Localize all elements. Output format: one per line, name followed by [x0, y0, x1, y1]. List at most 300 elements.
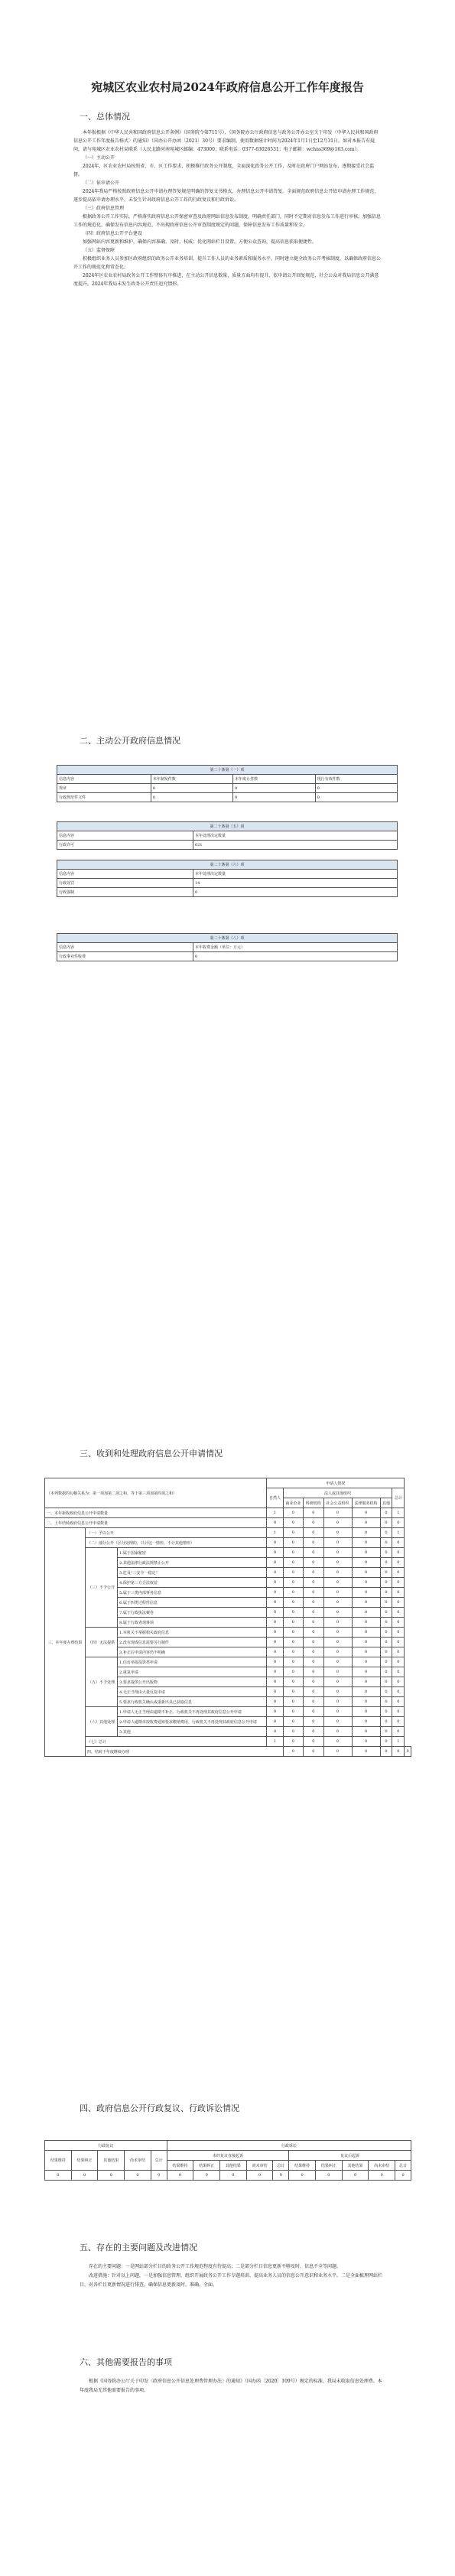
cell: 科研机构	[304, 1498, 323, 1508]
cell: 0	[323, 1548, 352, 1558]
cell: 0	[323, 1618, 352, 1628]
cell: 0	[380, 1697, 392, 1707]
cell: 0	[45, 2171, 72, 2181]
paragraph: （四）政府信息公开平台建设	[83, 231, 143, 236]
cell: 3.危及“三安全一稳定”	[118, 1568, 267, 1578]
cell: 0	[267, 1568, 283, 1578]
cell: 0	[323, 1628, 352, 1638]
cell: 社会公益组织	[323, 1498, 352, 1508]
cell: 621	[193, 841, 398, 850]
table-row	[45, 1508, 411, 1518]
cell: 3.补正后申请内容仍不明确	[118, 1647, 267, 1657]
col-header: 本年废止件数	[233, 775, 315, 784]
paragraph: 本年报根据《中华人民共和国政府信息公开条例》（国务院令第711号）、《国务院办公厅政府信息与政务公开办公室关于印发〈中华人民共和国政府信息公开工作年度报告格式〉的通知》（国办公开办函〔2021〕30号）要求编制。使用数据统计时间为2024年1月1日至12月31日。如对本报告有疑问，请与宛城区农业农村局联系（人民北路河南宛城区邮编：473000；联系电话：0377-63026531；电子邮箱：wchns369@163.com）。	[73, 130, 379, 152]
col-header: 本年处理决定数量	[193, 870, 398, 879]
cell: 0	[283, 1657, 303, 1667]
cell: 0	[304, 1578, 323, 1588]
cell: 0	[267, 1697, 283, 1707]
col-header: 本年处理决定数量	[193, 831, 398, 841]
cell: 7.属于行政执法案卷	[118, 1608, 267, 1618]
paragraph: 2024年，区农业农村局按照省、市、区工作要求，积极推行政务公开制度，全面深化政务公开工作，及时在政府门户网站发布，逐期接受社会监督。	[73, 164, 375, 177]
cell: 0	[380, 1538, 392, 1548]
cell: 0	[392, 1608, 405, 1618]
cell: 0	[352, 1538, 380, 1548]
cell: 行政事业性收费	[57, 952, 193, 961]
cell: 0	[304, 1647, 323, 1657]
table-row	[45, 1538, 411, 1548]
cell: 0	[323, 1667, 352, 1677]
cell: 0	[267, 1548, 283, 1558]
paragraph: 根据政务公开工作实际，严格落实政府信息公开保密审查及政府网站信息发布制度，明确责任部门，同时不定期对信息发布工作进行审核，加强信息工作的规范化，确保发布信息内容规范、不出现政府信息公开审查制度规定的问题，保障信息发布工作质量和安全。	[73, 214, 382, 228]
cell: 0	[323, 1697, 352, 1707]
col-header: 信息内容	[57, 870, 193, 879]
cell: 0	[323, 1727, 352, 1737]
cell: 结果纠正	[193, 2161, 220, 2171]
cell: 8.属于行政查询事项	[118, 1618, 267, 1628]
cell: 1.本机关不掌握相关政府信息	[118, 1628, 267, 1638]
cell: 0	[392, 1538, 405, 1548]
cell: 0	[352, 1747, 380, 1757]
section-5-heading: 五、存在的主要问题及改进情况	[80, 2243, 197, 2252]
col-header: 现行有效件数	[315, 775, 397, 784]
cell: 0	[392, 1647, 405, 1657]
cell: 行政处罚	[57, 879, 193, 888]
cell: 0	[283, 1578, 303, 1588]
cell: 0	[193, 888, 398, 897]
cell: 0	[392, 1518, 405, 1528]
table-row	[45, 1657, 411, 1667]
cell: 1.申请人无正当理由逾期不补正、行政机关不再处理其政府信息公开申请	[118, 1707, 267, 1717]
cell: 0	[267, 1518, 283, 1528]
cell: 0	[392, 1657, 405, 1667]
cell: 0	[380, 1528, 392, 1538]
cell: 0	[283, 1687, 303, 1697]
cell: 0	[283, 1608, 303, 1618]
cell: 总计	[392, 1488, 405, 1508]
cell: 0	[323, 1647, 352, 1657]
cell: 1	[392, 1528, 405, 1538]
cell: 0	[352, 1598, 380, 1608]
section-1-heading: 一、总体情况	[80, 112, 130, 122]
cell: 0	[392, 1717, 405, 1727]
cell: 0	[283, 1677, 303, 1687]
cell: （本列数据的勾稽关系为：第一项加第二项之和，等于第三项加第四项之和）	[45, 1478, 267, 1508]
cell: 0	[304, 1657, 323, 1667]
cell: 0	[267, 1687, 283, 1697]
cell: 0	[151, 784, 232, 793]
cell: 0	[283, 1548, 303, 1558]
cell: 0	[380, 1598, 392, 1608]
cell: 未经复议直接起诉	[167, 2151, 289, 2161]
cell: 0	[380, 1548, 392, 1558]
cell: 2.申请人逾期未按收费通知要求缴纳费用、行政机关不再处理其政府信息公开申请	[118, 1717, 267, 1727]
cell: 其他	[380, 1498, 392, 1508]
cell: 0	[267, 1647, 283, 1657]
cell: 0	[352, 1568, 380, 1578]
cell: 0	[352, 1528, 380, 1538]
cell: 0	[304, 1508, 323, 1518]
cell: 0	[304, 1747, 323, 1757]
cell: 0	[323, 1687, 352, 1697]
cell: 0	[392, 1677, 405, 1687]
cell: 0	[323, 1677, 352, 1687]
cell: 0	[283, 1538, 303, 1548]
cell: 0	[352, 1707, 380, 1717]
cell: 1	[267, 1737, 283, 1747]
table-clause-5	[57, 821, 398, 850]
cell: 0	[380, 1558, 392, 1568]
cell: 0	[352, 1647, 380, 1657]
cell: 0	[380, 1667, 392, 1677]
cell: 0	[283, 1598, 303, 1608]
cell: 0	[304, 1538, 323, 1548]
cell: 0	[380, 1638, 392, 1647]
cell: 0	[283, 1667, 303, 1677]
cell: 0	[323, 1747, 352, 1757]
paragraph: 根据《国务院办公厅关于印发〈政府信息公开信息处理费管理办法〉的通知》（国办函〔2020〕109号）规定的标准，我局未收取信息处理费。本年度我局无其他需要报告的事项。	[80, 2379, 382, 2393]
cell: 0	[323, 1737, 352, 1747]
cell: 0	[392, 1727, 405, 1737]
cell: 0	[380, 1747, 392, 1757]
band-label: 第二十条第（六）项	[57, 860, 398, 870]
cell: 法律服务机构	[352, 1498, 380, 1508]
page-title: 宛城区农业农村局2024年政府信息公开工作年度报告	[91, 80, 364, 94]
cell: 0	[380, 1628, 392, 1638]
cell: 0	[323, 1588, 352, 1598]
table-clause-8	[57, 933, 398, 961]
cell: 0	[233, 793, 315, 802]
cell: （四）无法提供	[85, 1628, 117, 1657]
cell: 3.要求提供公开出版物	[118, 1677, 267, 1687]
cell: 0	[352, 1737, 380, 1747]
cell: 5.属于三类内部事务信息	[118, 1588, 267, 1598]
paragraph: 积极组织业务人员参加区政府组织的政务公开业务培训，提升工作人员的业务素质和服务水平。同时建立健全政务公开考核制度，以确保政府信息公开工作的规范化和常态化。	[73, 256, 382, 270]
cell: 行政强制	[57, 888, 193, 897]
cell: 0	[304, 1677, 323, 1687]
band-label: 第二十条第（八）项	[57, 934, 398, 943]
cell: 0	[304, 1518, 323, 1528]
cell: 0	[392, 1558, 405, 1568]
cell: 0	[323, 1538, 352, 1548]
cell: 3.其他	[118, 1727, 267, 1737]
cell: 1.属于国家秘密	[118, 1548, 267, 1558]
cell: 1.信访举报投诉类申请	[118, 1657, 267, 1667]
cell: 0	[352, 1588, 380, 1598]
cell: 0	[167, 2171, 193, 2181]
cell: 0	[267, 1707, 283, 1717]
cell: 0	[283, 1588, 303, 1598]
cell: 0	[304, 1568, 323, 1578]
cell: 0	[380, 1737, 392, 1747]
cell: 0	[304, 1548, 323, 1558]
cell: 0	[323, 1598, 352, 1608]
cell: 0	[380, 1647, 392, 1657]
cell: 0	[380, 1608, 392, 1618]
cell: 行政许可	[57, 841, 193, 850]
cell: 0	[289, 2171, 316, 2181]
cell: 0	[352, 1657, 380, 1667]
cell: 0	[283, 1508, 303, 1518]
cell: 0	[323, 1608, 352, 1618]
cell: 0	[304, 1588, 323, 1598]
cell: 0	[267, 1657, 283, 1667]
cell: 0	[392, 1747, 405, 1757]
cell: 0	[304, 1707, 323, 1717]
cell: 其他结果	[220, 2161, 247, 2171]
cell: 行政规范性文件	[57, 793, 151, 802]
cell: 2.其他法律行政法规禁止公开	[118, 1558, 267, 1568]
col-header: 本年制发件数	[151, 775, 232, 784]
table-row	[45, 1628, 411, 1638]
cell: 0	[392, 1628, 405, 1638]
cell: 0	[267, 1667, 283, 1677]
cell: 0	[267, 1598, 283, 1608]
cell: 0	[392, 1578, 405, 1588]
paragraph: （一）主动公开	[83, 155, 115, 161]
cell: 四、结转下年度继续办理	[85, 1747, 283, 1757]
cell: 0	[283, 1628, 303, 1638]
cell: 0	[380, 1687, 392, 1697]
cell: 1	[267, 1528, 283, 1538]
cell: 0	[380, 1717, 392, 1727]
cell: 0	[304, 1737, 323, 1747]
cell: 1	[392, 1508, 405, 1518]
cell: 行政复议	[45, 2141, 167, 2151]
cell: 0	[392, 1687, 405, 1697]
table-row	[45, 1548, 411, 1558]
cell: 0	[125, 2171, 151, 2181]
cell: 总计	[273, 2161, 289, 2171]
cell: 0	[283, 1697, 303, 1707]
cell: 0	[283, 1518, 303, 1528]
cell: 0	[392, 1667, 405, 1677]
cell: （二）部分公开（区分处理的，只计这一情形，不计其他情形）	[85, 1538, 267, 1548]
cell: 0	[315, 793, 397, 802]
cell: 0	[352, 1667, 380, 1677]
cell: 0	[283, 1747, 303, 1757]
cell: 申请人情况	[267, 1478, 405, 1488]
review-litigation-table	[44, 2140, 411, 2181]
cell: 0	[267, 1717, 283, 1727]
cell: 0	[151, 2171, 167, 2181]
cell: 0	[352, 1558, 380, 1568]
cell: 0	[315, 784, 397, 793]
cell: 0	[380, 1518, 392, 1528]
cell: 0	[352, 1618, 380, 1628]
cell: 0	[395, 2171, 411, 2181]
cell: 0	[380, 1677, 392, 1687]
cell: 0	[267, 1608, 283, 1618]
cell: 0	[352, 1717, 380, 1727]
cell: 0	[304, 1598, 323, 1608]
cell: （一）予以公开	[85, 1528, 267, 1538]
col-header: 信息内容	[57, 775, 151, 784]
cell: 0	[352, 1697, 380, 1707]
cell: 0	[342, 2171, 369, 2181]
cell: 0	[304, 1667, 323, 1677]
section-1-body	[73, 128, 382, 288]
cell: 0	[352, 1608, 380, 1618]
cell: 一、本年新收政府信息公开申请数量	[45, 1508, 267, 1518]
cell: 14	[193, 879, 398, 888]
cell: 0	[304, 1618, 323, 1628]
cell: 0	[193, 952, 398, 961]
cell: 0	[267, 1588, 283, 1598]
cell: 0	[267, 1727, 283, 1737]
cell: （五）不予处理	[85, 1657, 117, 1707]
cell: 0	[304, 1608, 323, 1618]
cell: 结果维持	[167, 2161, 193, 2171]
cell: 复议后起诉	[289, 2151, 411, 2161]
cell: 0	[352, 1687, 380, 1697]
cell: 结果维持	[45, 2151, 72, 2171]
cell: 其他结果	[98, 2151, 125, 2171]
cell: 行政诉讼	[167, 2141, 411, 2151]
cell: 0	[304, 1558, 323, 1568]
cell: 0	[392, 1598, 405, 1608]
cell: 0	[267, 1578, 283, 1588]
cell: 0	[193, 2171, 220, 2181]
section-3-heading: 三、收到和处理政府信息公开申请情况	[80, 1449, 223, 1459]
table-clause-1	[57, 765, 398, 802]
cell: （六）其他处理	[85, 1707, 117, 1737]
cell: 0	[267, 1558, 283, 1568]
table-row	[45, 1707, 411, 1717]
cell: 0	[323, 1657, 352, 1667]
cell: 0	[267, 1638, 283, 1647]
cell: 0	[283, 1717, 303, 1727]
cell: 1	[267, 1508, 283, 1518]
cell: 0	[323, 1638, 352, 1647]
cell: 结果维持	[289, 2161, 316, 2171]
cell: 0	[380, 1707, 392, 1717]
band-label: 第二十条第（一）项	[57, 766, 398, 775]
cell: 0	[267, 1628, 283, 1638]
cell: 0	[392, 1568, 405, 1578]
cell: 0	[380, 1508, 392, 1518]
cell: 0	[283, 1647, 303, 1657]
cell: 0	[283, 1568, 303, 1578]
cell: 0	[352, 1508, 380, 1518]
cell: 0	[392, 1588, 405, 1598]
cell: 0	[392, 1697, 405, 1707]
cell: 0	[304, 1687, 323, 1697]
cell: 0	[283, 1737, 303, 1747]
table-row	[45, 1518, 411, 1528]
cell: 总计	[151, 2151, 167, 2171]
table-clause-6	[57, 860, 398, 897]
cell: 0	[380, 1657, 392, 1667]
cell: 0	[352, 1578, 380, 1588]
cell: 商业企业	[283, 1498, 303, 1508]
paragraph: （二）依申请公开	[83, 181, 120, 186]
application-table	[44, 1478, 411, 1757]
cell: 0	[352, 1727, 380, 1737]
table-row	[45, 1737, 411, 1747]
paragraph: 2024年区农业农村局政务公开工作整体有序推进，在主动公开信息数量、质量方面均有提升，依申请公开回复规范，社会公众对我局信息公开满意度提升，2024年我局未发生政务公开责任追究情形。	[73, 273, 379, 287]
cell: 0	[304, 1628, 323, 1638]
cell: 0	[352, 1548, 380, 1558]
cell: 0	[352, 1638, 380, 1647]
cell: 0	[304, 1638, 323, 1647]
cell: 总计	[395, 2161, 411, 2171]
band-label: 第二十条第（五）项	[57, 822, 398, 831]
table-row	[45, 1747, 411, 1757]
cell: 尚未审结	[369, 2161, 395, 2171]
cell: 0	[323, 1518, 352, 1528]
cell: 0	[323, 1528, 352, 1538]
cell: 0	[392, 1548, 405, 1558]
paragraph: （三）政府信息管理	[83, 206, 125, 211]
cell: 规章	[57, 784, 151, 793]
paragraph: 2024年我局严格按照政府信息公开申请办理答复规范明确的答复文书格式，办理信息公开申请答复。全面规范政府信息公开依申请办理工作规范，逐步提高依申请办理水平，未发生针对政府信息公开工作的行政复议和行政诉讼。	[73, 189, 379, 203]
cell: 0	[233, 784, 315, 793]
cell: 0	[267, 1677, 283, 1687]
cell: 0	[283, 1707, 303, 1717]
cell: 0	[405, 1747, 411, 1757]
cell: 0	[380, 1568, 392, 1578]
cell: 0	[283, 1528, 303, 1538]
cell: 0	[151, 793, 232, 802]
section-6-body	[80, 2377, 385, 2395]
cell: 0	[304, 1697, 323, 1707]
cell: 0	[352, 1518, 380, 1528]
cell: 0	[369, 2171, 395, 2181]
paragraph: 加强网站内容更新和维护，确保内容准确、及时、权威；优化网站栏目设置，方便公众查询，提高信息获取便捷性。	[83, 239, 317, 245]
section-5-body	[80, 2262, 385, 2290]
table-row	[45, 1528, 411, 1538]
cell: 5.要求行政机关确认或重新出具已获取信息	[118, 1697, 267, 1707]
cell: 0	[304, 1528, 323, 1538]
cell: 自然人	[267, 1488, 283, 1508]
paragraph: 存在的主要问题：一是网站部分栏目的政务公开工作规范程度有待提高；二是部分栏目信息更新不够及时，信息不全等问题。	[89, 2264, 342, 2269]
cell: 0	[283, 1638, 303, 1647]
cell: 0	[352, 1628, 380, 1638]
cell: 结果纠正	[315, 2161, 342, 2171]
cell: 0	[283, 1727, 303, 1737]
cell: 0	[304, 1717, 323, 1727]
cell: 0	[323, 1558, 352, 1568]
cell: 0	[315, 2171, 342, 2181]
col-header: 信息内容	[57, 943, 193, 952]
cell: （七）总计	[85, 1737, 267, 1747]
cell: 0	[323, 1578, 352, 1588]
col-header: 信息内容	[57, 831, 193, 841]
cell: 2.没有现成信息需要另行制作	[118, 1638, 267, 1647]
cell: 尚未审结	[125, 2151, 151, 2171]
cell: 0	[246, 2171, 273, 2181]
cell: 结果纠正	[71, 2151, 98, 2171]
section-4-heading: 四、政府信息公开行政复议、行政诉讼情况	[80, 2103, 239, 2113]
cell: 0	[323, 1568, 352, 1578]
cell: 0	[392, 1707, 405, 1717]
cell: 4.无正当理由大量反复申请	[118, 1687, 267, 1697]
cell: 0	[304, 1727, 323, 1737]
cell: 1	[392, 1737, 405, 1747]
cell: 0	[380, 1588, 392, 1598]
cell: 其他结果	[342, 2161, 369, 2171]
cell: 0	[283, 1558, 303, 1568]
cell: 0	[267, 1618, 283, 1628]
cell: 0	[220, 2171, 247, 2181]
section-2-heading: 二、主动公开政府信息情况	[80, 736, 180, 746]
cell: 法人或其他组织	[283, 1488, 392, 1498]
cell: 0	[352, 1677, 380, 1687]
col-header: 本年收费金额（单位：万元）	[193, 943, 398, 952]
cell: 0	[267, 1538, 283, 1548]
cell: 尚未审结	[246, 2161, 273, 2171]
cell: 6.属于四类过程性信息	[118, 1598, 267, 1608]
